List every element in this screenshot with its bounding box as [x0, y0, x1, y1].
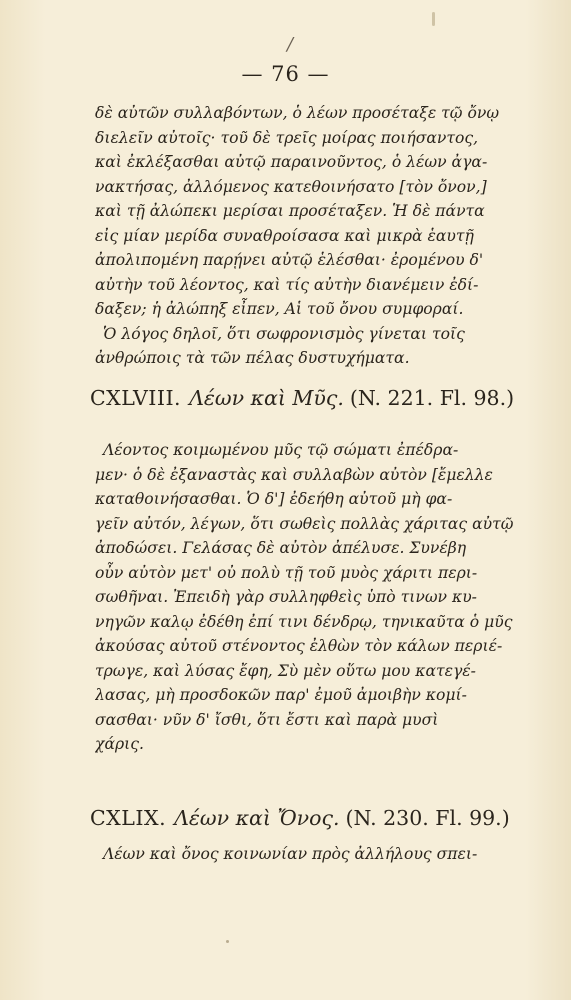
text-line: δὲ αὐτῶν συλλαβόντων, ὁ λέων προσέταξε τῷ ὄνῳ [95, 104, 500, 122]
fable-title: Λέων καὶ Ὄνος. [174, 806, 340, 830]
fable-text-continued [95, 101, 540, 371]
moral-line: ἀνθρώποις τὰ τῶν πέλας δυστυχήματα. [95, 349, 410, 367]
fable-text [95, 842, 540, 867]
text-line: δαξεν; ἡ ἀλώπηξ εἶπεν, Αἱ τοῦ ὄνου συμφοραί. [95, 300, 464, 318]
text-line: σασθαι· νῦν δ' ἴσθι, ὅτι ἔστι καὶ παρὰ μυσὶ [95, 710, 439, 729]
text-line: καὶ τῇ ἀλώπεκι μερίσαι προσέταξεν. Ἡ δὲ πάντα [95, 202, 485, 220]
fable-number: CXLIX. [90, 806, 167, 830]
text-line: λασας, μὴ προσδοκῶν παρ' ἐμοῦ ἀμοιβὴν κομί- [95, 686, 467, 704]
paper-mark [432, 12, 435, 26]
fable-number: CXLVIII. [90, 386, 182, 410]
text-line: οὖν αὐτὸν μετ' οὐ πολὺ τῇ τοῦ μυὸς χάριτι περι- [95, 563, 478, 582]
text-line: γεῖν αὐτόν, λέγων, ὅτι σωθεὶς πολλὰς χάριτας αὐτῷ [95, 514, 514, 533]
text-line: ἀποδώσει. Γελάσας δὲ αὐτὸν ἀπέλυσε. Συνέβη [95, 539, 467, 557]
text-line: τρωγε, καὶ λύσας ἔφη, Σὺ μὲν οὕτω μου κατεγέ- [95, 661, 476, 680]
text-line: εἰς μίαν μερίδα συναθροίσασα καὶ μικρὰ ἑαυτῇ [95, 226, 474, 245]
text-line: καὶ ἐκλέξασθαι αὐτῷ παραινοῦντος, ὁ λέων ἀγα- [95, 153, 488, 171]
text-line: σωθῆναι. Ἐπειδὴ γὰρ συλληφθεὶς ὑπὸ τινων κυ- [95, 588, 477, 606]
text-line: ἀκούσας αὐτοῦ στένοντος ἐλθὼν τὸν κάλων περιέ- [95, 637, 503, 655]
text-line: Λέοντος κοιμωμένου μῦς τῷ σώματι ἐπέδρα- [103, 441, 459, 459]
page-number: — 76 — [241, 62, 330, 86]
text-line: καταθοινήσασθαι. Ὁ δ'] ἐδεήθη αὐτοῦ μὴ φα- [95, 490, 453, 508]
fable-heading [90, 806, 550, 830]
fable-heading [90, 386, 550, 410]
text-line: διελεῖν αὐτοῖς· τοῦ δὲ τρεῖς μοίρας ποιήσαντος, [95, 128, 479, 147]
text-line: αὐτὴν τοῦ λέοντος, καὶ τίς αὐτὴν διανέμειν ἐδί- [95, 275, 479, 294]
text-line: Λέων καὶ ὄνος κοινωνίαν πρὸς ἀλλήλους σπει- [103, 845, 478, 863]
text-line: νηγῶν καλῳ ἐδέθη ἐπί τινι δένδρῳ, τηνικαῦτα ὁ μῦς [95, 612, 513, 631]
text-line: μεν· ὁ δὲ ἐξαναστὰς καὶ συλλαβὼν αὐτὸν [ἔμελλε [95, 465, 493, 484]
fable-reference: (N. 230. Fl. 99.) [345, 806, 510, 830]
fable-title: Λέων καὶ Μῦς. [189, 386, 344, 410]
text-line: νακτήσας, ἀλλόμενος κατεθοινήσατο [τὸν ὄνον,] [95, 177, 487, 196]
text-line: ἀπολιπομένη παρῄνει αὐτῷ ἑλέσθαι· ἐρομένου δ' [95, 251, 484, 269]
fable-text [95, 438, 540, 757]
text-line: χάρις. [95, 735, 144, 753]
margin-mark: / [287, 34, 294, 55]
paper-speck [226, 940, 229, 943]
fable-reference: (N. 221. Fl. 98.) [349, 386, 515, 410]
moral-line: Ὁ λόγος δηλοῖ, ὅτι σωφρονισμὸς γίνεται τοῖς [103, 324, 465, 343]
